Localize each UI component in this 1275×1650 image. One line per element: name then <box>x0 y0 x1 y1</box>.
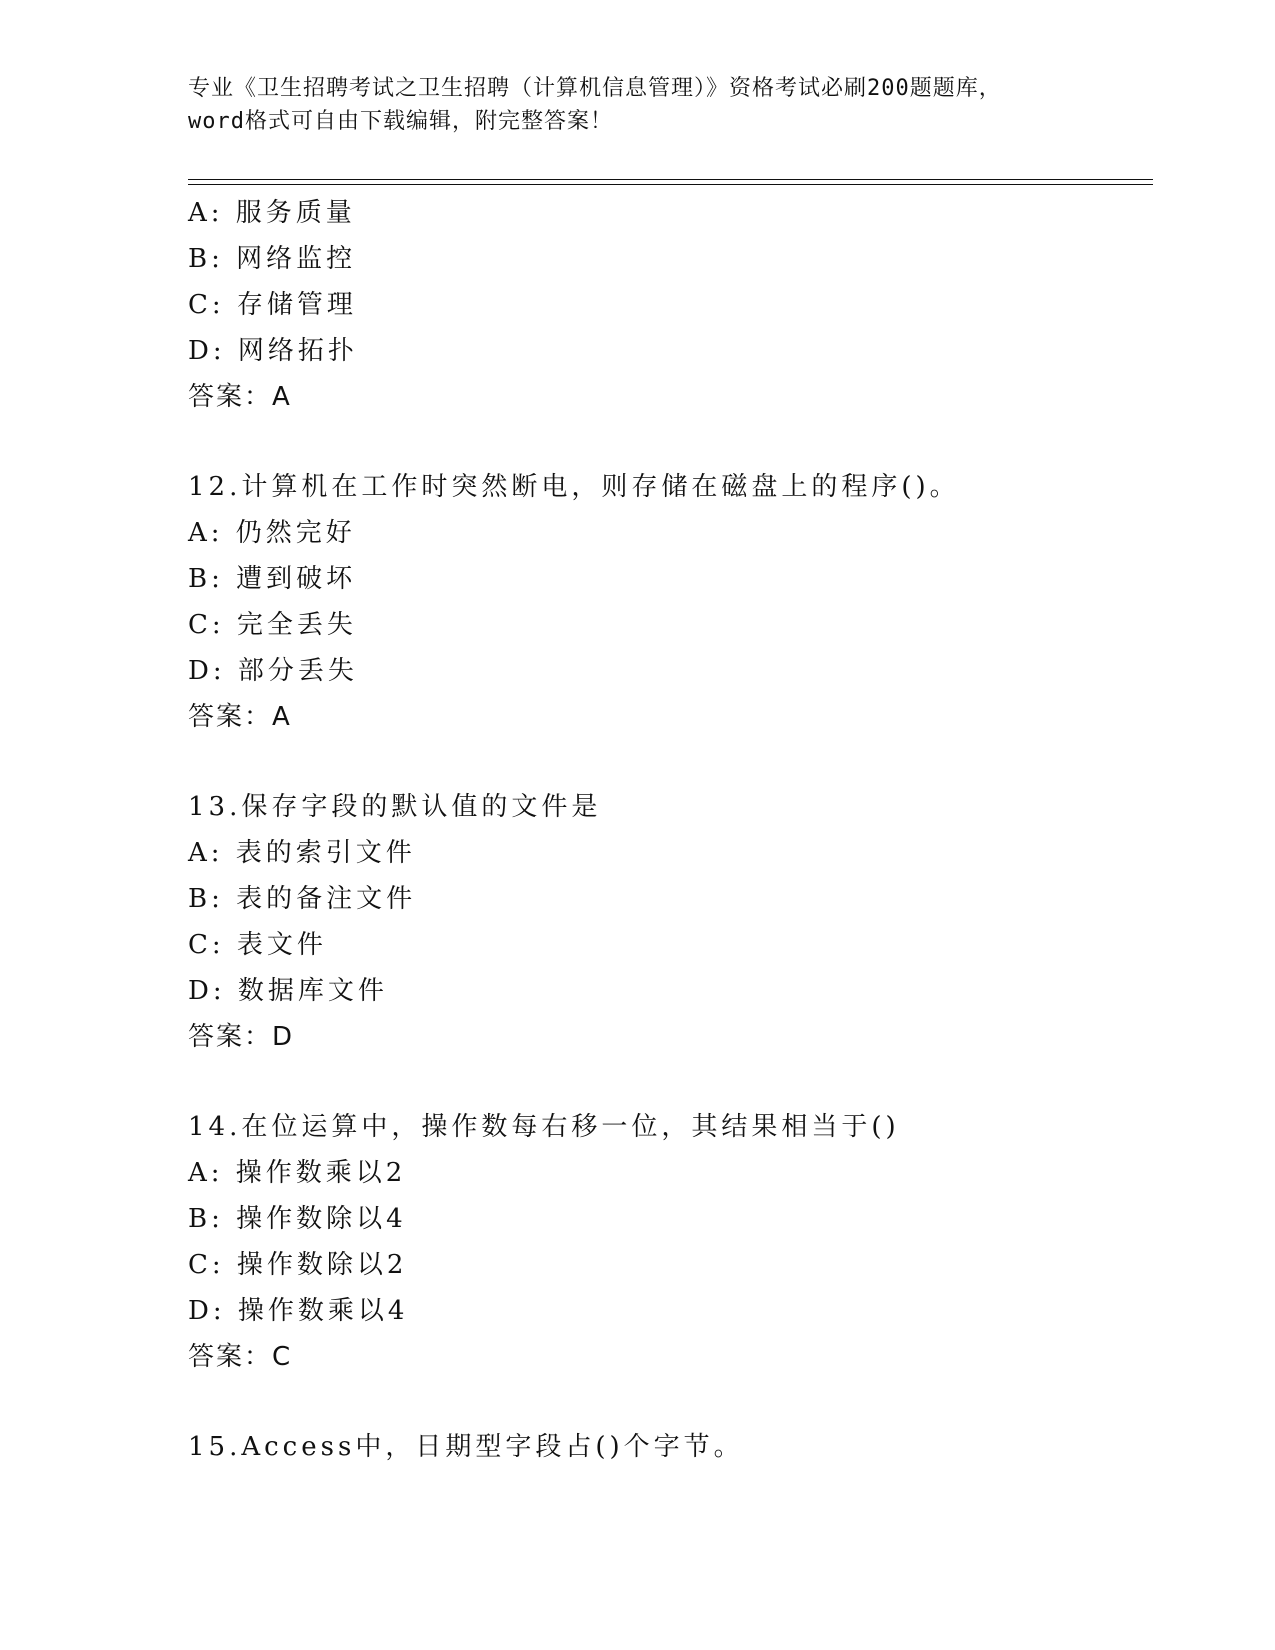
header-divider-top <box>188 179 1153 180</box>
option-c: C: 存储管理 <box>188 290 357 320</box>
spacer <box>188 740 1168 784</box>
question-text: 15.Access中，日期型字段占()个字节。 <box>188 1432 744 1462</box>
option-d: D: 网络拓扑 <box>188 336 358 366</box>
option-b: B: 表的备注文件 <box>188 884 417 914</box>
answer: 答案：C <box>188 1342 293 1372</box>
document-header <box>188 72 1088 138</box>
question-text: 12.计算机在工作时突然断电，则存储在磁盘上的程序()。 <box>188 472 960 502</box>
question-13 <box>188 784 1168 1060</box>
spacer <box>188 420 1168 464</box>
answer: 答案：A <box>188 382 292 412</box>
header-line-1: 专业《卫生招聘考试之卫生招聘（计算机信息管理）》资格考试必刷200题题库， <box>188 76 1002 101</box>
option-a: A: 仍然完好 <box>188 518 356 548</box>
option-c: C: 表文件 <box>188 930 327 960</box>
option-c: C: 完全丢失 <box>188 610 357 640</box>
question-list <box>188 190 1168 1470</box>
answer: 答案：A <box>188 702 292 732</box>
option-b: B: 遭到破坏 <box>188 564 357 594</box>
question-text: 14.在位运算中，操作数每右移一位，其结果相当于() <box>188 1112 900 1142</box>
option-d: D: 操作数乘以4 <box>188 1296 409 1326</box>
answer: 答案：D <box>188 1022 295 1052</box>
option-d: D: 数据库文件 <box>188 976 388 1006</box>
question-11 <box>188 190 1168 420</box>
option-b: B: 网络监控 <box>188 244 357 274</box>
option-a: A: 服务质量 <box>188 198 356 228</box>
spacer <box>188 1380 1168 1424</box>
header-divider-bottom <box>188 184 1153 185</box>
question-14 <box>188 1104 1168 1380</box>
option-d: D: 部分丢失 <box>188 656 358 686</box>
question-15 <box>188 1424 1168 1470</box>
option-b: B: 操作数除以4 <box>188 1204 407 1234</box>
question-text: 13.保存字段的默认值的文件是 <box>188 792 602 822</box>
option-c: C: 操作数除以2 <box>188 1250 408 1280</box>
option-a: A: 表的索引文件 <box>188 838 416 868</box>
spacer <box>188 1060 1168 1104</box>
question-12 <box>188 464 1168 740</box>
option-a: A: 操作数乘以2 <box>188 1158 407 1188</box>
header-line-2: word格式可自由下载编辑，附完整答案！ <box>188 109 613 134</box>
